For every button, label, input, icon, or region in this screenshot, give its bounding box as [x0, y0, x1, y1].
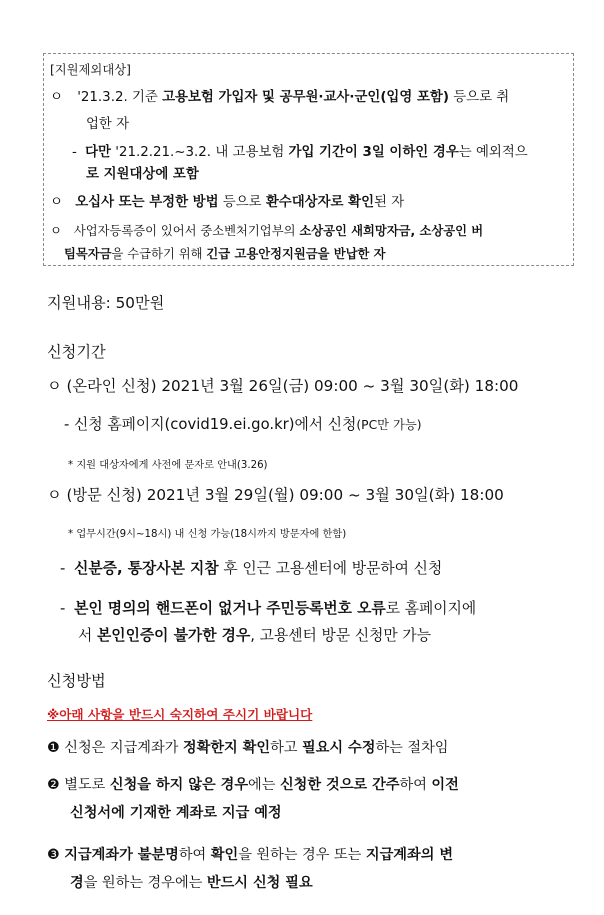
text: 등으로	[218, 195, 266, 210]
online-detail	[64, 417, 422, 433]
online-note: * 지원 대상자에게 사전에 문자로 안내(3.26)	[68, 460, 268, 471]
text-bold: 반드시 신청 필요	[206, 875, 313, 891]
exclusion-item-1-sub-cont	[86, 167, 199, 183]
text: 에는	[248, 777, 280, 793]
number-2-icon: ❷	[47, 777, 60, 793]
support-amount: 지원내용: 50만원	[47, 294, 165, 312]
text-bold: 필요시 수정	[302, 740, 376, 756]
text-bold: 확인	[210, 847, 239, 863]
dash: -	[60, 560, 66, 577]
text: 별도로	[59, 777, 110, 793]
text-bold: 로 지원대상에 포함	[86, 167, 199, 182]
text: 사업자등록증이 있어서 중소벤처기업부의	[73, 224, 300, 238]
method-item-3	[47, 847, 453, 863]
text-bold: 긴급 고용안정지원금을 반납한 자	[206, 247, 386, 261]
text-bold: 오십사 또는 부정한 방법	[75, 195, 219, 210]
number-3-icon: ❸	[47, 847, 60, 863]
text-bold: 본인인증이 불가한 경우	[97, 627, 251, 644]
text: 기준	[127, 90, 163, 105]
exclusion-item-1	[50, 90, 509, 106]
dash: -	[72, 145, 77, 160]
visit-application: ㅇ (방문 신청) 2021년 3월 29일(월) 09:00 ~ 3월 30일(화) 18:00	[47, 486, 504, 504]
text: 신청은 지급계좌가	[59, 740, 183, 756]
text: '21.2.21.~3.2. 내 고용보험	[110, 145, 289, 160]
text: 을 원하는 경우에는	[83, 875, 207, 891]
period-heading: 신청기간	[47, 343, 106, 361]
bullet: ㅇ	[50, 90, 63, 105]
text: 하는 절차임	[375, 740, 449, 756]
text-bold: 가입 기간이 3일 이하인 경우	[288, 145, 459, 160]
text: (PC만 가능)	[356, 418, 422, 432]
text: 을 원하는 경우 또는	[238, 847, 366, 863]
text-bold: 지급계좌가 불분명	[64, 847, 179, 863]
text-bold: 소상공인 새희망자금, 소상공인 버	[299, 224, 484, 238]
text: , 고용센터 방문 신청만 가능	[250, 627, 432, 644]
exclusion-item-3-cont	[64, 246, 386, 262]
text: 후 인근 고용센터에 방문하여 신청	[218, 560, 443, 577]
method-item-2	[47, 777, 459, 793]
text: 하여	[399, 777, 432, 793]
text: 서	[78, 627, 97, 644]
text-bold: 본인 명의의 핸드폰이 없거나 주민등록번호 오류	[74, 600, 386, 617]
text: 로 홈페이지에	[385, 600, 477, 617]
method-warning: ※아래 사항을 반드시 숙지하여 주시기 바랍니다	[47, 707, 313, 722]
text: 는 예외적으	[458, 145, 528, 160]
exclusion-item-3	[50, 223, 483, 239]
text-bold: 신청서에 기재한 계좌로 지급 예정	[70, 805, 282, 821]
text-bold: 환수대상자로 확인	[265, 195, 375, 210]
text: 하여	[178, 847, 211, 863]
method-heading: 신청방법	[47, 672, 106, 690]
text-bold: 신청한 것으로 간주	[279, 777, 400, 793]
dash: -	[60, 600, 66, 617]
text-bold: 신청을 하지 않은 경우	[109, 777, 249, 793]
method-item-3-cont	[70, 875, 313, 891]
text: 등으로 취	[448, 90, 510, 105]
exclusion-title: [지원제외대상]	[50, 63, 131, 77]
text-bold: 고용보험 가입자 및 공무원·교사·군인(입영 포함)	[162, 90, 449, 105]
text: - 신청 홈페이지(covid19.ei.go.kr)에서 신청	[64, 416, 357, 433]
visit-detail-2-cont	[78, 628, 431, 644]
text: 을 수급하기 위해	[111, 247, 207, 261]
visit-detail-1	[60, 561, 442, 577]
bullet: ㅇ	[50, 224, 62, 238]
text: 된 자	[374, 195, 405, 210]
text-bold: 신분증, 통장사본 지참	[74, 560, 219, 577]
text: 하고	[270, 740, 302, 756]
text-bold: 이전	[431, 777, 459, 793]
text-bold: 지급계좌의 변	[365, 847, 454, 863]
text-bold: 다만	[85, 145, 111, 160]
number-1-icon: ❶	[47, 740, 60, 756]
exclusion-item-1-cont: 업한 자	[86, 117, 130, 132]
text-bold: 팀목자금	[64, 247, 112, 261]
online-application: ㅇ (온라인 신청) 2021년 3월 26일(금) 09:00 ~ 3월 30일(화) 18:00	[47, 377, 519, 395]
visit-detail-2	[60, 601, 476, 617]
method-item-2-cont	[70, 805, 282, 821]
visit-note: * 업무시간(9시~18시) 내 신청 가능(18시까지 방문자에 한함)	[68, 529, 347, 540]
exclusion-item-1-sub	[72, 145, 528, 161]
exclusion-date: '21.3.2.	[77, 90, 128, 105]
method-item-1	[47, 740, 449, 756]
text-bold: 정확한지 확인	[182, 740, 271, 756]
text-bold: 경	[70, 875, 84, 891]
exclusion-item-2	[50, 195, 404, 211]
bullet: ㅇ	[50, 195, 63, 210]
